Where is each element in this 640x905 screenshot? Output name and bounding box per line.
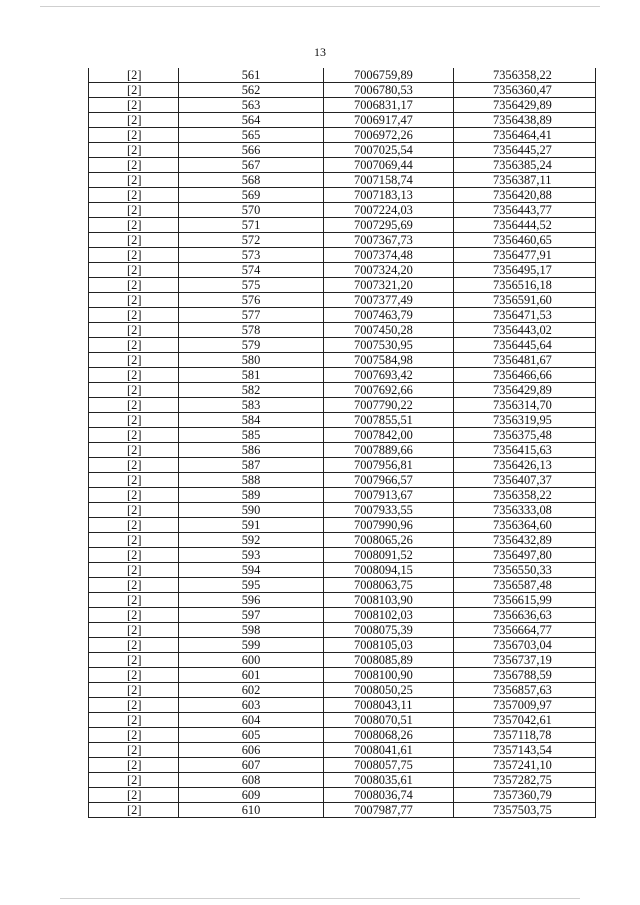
y-coordinate-cell: 7356385,24 <box>454 158 596 173</box>
y-coordinate-cell: 7356358,22 <box>454 488 596 503</box>
x-coordinate-cell: 7007183,13 <box>324 188 454 203</box>
y-coordinate-cell: 7356360,47 <box>454 83 596 98</box>
y-coordinate-cell: 7356387,11 <box>454 173 596 188</box>
table-row <box>89 503 596 518</box>
table-row <box>89 638 596 653</box>
y-coordinate-cell: 7356591,60 <box>454 293 596 308</box>
table-row <box>89 203 596 218</box>
table-row <box>89 233 596 248</box>
x-coordinate-cell: 7008050,25 <box>324 683 454 698</box>
x-coordinate-cell: 7007842,00 <box>324 428 454 443</box>
table-row <box>89 413 596 428</box>
source-ref-cell: [2] <box>89 788 179 803</box>
x-coordinate-cell: 7008065,26 <box>324 533 454 548</box>
table-row <box>89 383 596 398</box>
source-ref-cell: [2] <box>89 68 179 83</box>
y-coordinate-cell: 7357282,75 <box>454 773 596 788</box>
table-row <box>89 773 596 788</box>
source-ref-cell: [2] <box>89 503 179 518</box>
table-row <box>89 278 596 293</box>
source-ref-cell: [2] <box>89 158 179 173</box>
table-row <box>89 668 596 683</box>
point-number-cell: 586 <box>179 443 324 458</box>
y-coordinate-cell: 7356615,99 <box>454 593 596 608</box>
x-coordinate-cell: 7007069,44 <box>324 158 454 173</box>
point-number-cell: 584 <box>179 413 324 428</box>
y-coordinate-cell: 7356497,80 <box>454 548 596 563</box>
y-coordinate-cell: 7356333,08 <box>454 503 596 518</box>
source-ref-cell: [2] <box>89 773 179 788</box>
source-ref-cell: [2] <box>89 608 179 623</box>
y-coordinate-cell: 7356314,70 <box>454 398 596 413</box>
point-number-cell: 595 <box>179 578 324 593</box>
x-coordinate-cell: 7007321,20 <box>324 278 454 293</box>
x-coordinate-cell: 7007374,48 <box>324 248 454 263</box>
table-row <box>89 458 596 473</box>
source-ref-cell: [2] <box>89 188 179 203</box>
x-coordinate-cell: 7007889,66 <box>324 443 454 458</box>
x-coordinate-cell: 7007990,96 <box>324 518 454 533</box>
point-number-cell: 575 <box>179 278 324 293</box>
y-coordinate-cell: 7356407,37 <box>454 473 596 488</box>
x-coordinate-cell: 7008070,51 <box>324 713 454 728</box>
point-number-cell: 576 <box>179 293 324 308</box>
point-number-cell: 573 <box>179 248 324 263</box>
point-number-cell: 579 <box>179 338 324 353</box>
table-row <box>89 533 596 548</box>
table-row <box>89 728 596 743</box>
source-ref-cell: [2] <box>89 143 179 158</box>
x-coordinate-cell: 7007692,66 <box>324 383 454 398</box>
point-number-cell: 592 <box>179 533 324 548</box>
coordinates-table <box>88 68 596 818</box>
y-coordinate-cell: 7356364,60 <box>454 518 596 533</box>
y-coordinate-cell: 7357118,78 <box>454 728 596 743</box>
y-coordinate-cell: 7356477,91 <box>454 248 596 263</box>
source-ref-cell: [2] <box>89 578 179 593</box>
source-ref-cell: [2] <box>89 743 179 758</box>
source-ref-cell: [2] <box>89 128 179 143</box>
point-number-cell: 581 <box>179 368 324 383</box>
source-ref-cell: [2] <box>89 428 179 443</box>
source-ref-cell: [2] <box>89 98 179 113</box>
x-coordinate-cell: 7007158,74 <box>324 173 454 188</box>
x-coordinate-cell: 7007463,79 <box>324 308 454 323</box>
source-ref-cell: [2] <box>89 473 179 488</box>
page-number: 13 <box>314 45 326 59</box>
y-coordinate-cell: 7356438,89 <box>454 113 596 128</box>
x-coordinate-cell: 7007913,67 <box>324 488 454 503</box>
point-number-cell: 593 <box>179 548 324 563</box>
table-row <box>89 68 596 83</box>
y-coordinate-cell: 7356481,67 <box>454 353 596 368</box>
point-number-cell: 583 <box>179 398 324 413</box>
source-ref-cell: [2] <box>89 113 179 128</box>
x-coordinate-cell: 7007584,98 <box>324 353 454 368</box>
y-coordinate-cell: 7357241,10 <box>454 758 596 773</box>
source-ref-cell: [2] <box>89 233 179 248</box>
source-ref-cell: [2] <box>89 203 179 218</box>
point-number-cell: 563 <box>179 98 324 113</box>
point-number-cell: 571 <box>179 218 324 233</box>
y-coordinate-cell: 7356587,48 <box>454 578 596 593</box>
point-number-cell: 607 <box>179 758 324 773</box>
table-row <box>89 113 596 128</box>
y-coordinate-cell: 7356444,52 <box>454 218 596 233</box>
point-number-cell: 594 <box>179 563 324 578</box>
point-number-cell: 601 <box>179 668 324 683</box>
source-ref-cell: [2] <box>89 698 179 713</box>
table-row <box>89 653 596 668</box>
x-coordinate-cell: 7006917,47 <box>324 113 454 128</box>
x-coordinate-cell: 7008057,75 <box>324 758 454 773</box>
x-coordinate-cell: 7007855,51 <box>324 413 454 428</box>
table-row <box>89 308 596 323</box>
point-number-cell: 590 <box>179 503 324 518</box>
point-number-cell: 609 <box>179 788 324 803</box>
point-number-cell: 602 <box>179 683 324 698</box>
y-coordinate-cell: 7356550,33 <box>454 563 596 578</box>
source-ref-cell: [2] <box>89 173 179 188</box>
y-coordinate-cell: 7356319,95 <box>454 413 596 428</box>
x-coordinate-cell: 7008103,90 <box>324 593 454 608</box>
point-number-cell: 577 <box>179 308 324 323</box>
table-row <box>89 563 596 578</box>
source-ref-cell: [2] <box>89 398 179 413</box>
y-coordinate-cell: 7356460,65 <box>454 233 596 248</box>
point-number-cell: 603 <box>179 698 324 713</box>
x-coordinate-cell: 7008035,61 <box>324 773 454 788</box>
y-coordinate-cell: 7356445,64 <box>454 338 596 353</box>
y-coordinate-cell: 7356445,27 <box>454 143 596 158</box>
table-row <box>89 698 596 713</box>
y-coordinate-cell: 7356415,63 <box>454 443 596 458</box>
table-row <box>89 83 596 98</box>
table-row <box>89 293 596 308</box>
y-coordinate-cell: 7357143,54 <box>454 743 596 758</box>
source-ref-cell: [2] <box>89 638 179 653</box>
source-ref-cell: [2] <box>89 248 179 263</box>
table-row <box>89 623 596 638</box>
point-number-cell: 578 <box>179 323 324 338</box>
y-coordinate-cell: 7356703,04 <box>454 638 596 653</box>
x-coordinate-cell: 7008105,03 <box>324 638 454 653</box>
y-coordinate-cell: 7356429,89 <box>454 98 596 113</box>
point-number-cell: 566 <box>179 143 324 158</box>
table-row <box>89 488 596 503</box>
x-coordinate-cell: 7008063,75 <box>324 578 454 593</box>
y-coordinate-cell: 7356516,18 <box>454 278 596 293</box>
table-row <box>89 218 596 233</box>
point-number-cell: 580 <box>179 353 324 368</box>
table-row <box>89 323 596 338</box>
x-coordinate-cell: 7008043,11 <box>324 698 454 713</box>
point-number-cell: 588 <box>179 473 324 488</box>
table-row <box>89 788 596 803</box>
source-ref-cell: [2] <box>89 458 179 473</box>
source-ref-cell: [2] <box>89 548 179 563</box>
point-number-cell: 605 <box>179 728 324 743</box>
table-row <box>89 518 596 533</box>
y-coordinate-cell: 7356471,53 <box>454 308 596 323</box>
y-coordinate-cell: 7356443,77 <box>454 203 596 218</box>
table-row <box>89 803 596 818</box>
point-number-cell: 568 <box>179 173 324 188</box>
source-ref-cell: [2] <box>89 263 179 278</box>
source-ref-cell: [2] <box>89 308 179 323</box>
source-ref-cell: [2] <box>89 518 179 533</box>
table-row <box>89 173 596 188</box>
source-ref-cell: [2] <box>89 533 179 548</box>
x-coordinate-cell: 7007956,81 <box>324 458 454 473</box>
source-ref-cell: [2] <box>89 353 179 368</box>
x-coordinate-cell: 7008100,90 <box>324 668 454 683</box>
point-number-cell: 591 <box>179 518 324 533</box>
table-row <box>89 593 596 608</box>
point-number-cell: 585 <box>179 428 324 443</box>
point-number-cell: 587 <box>179 458 324 473</box>
table-row <box>89 188 596 203</box>
y-coordinate-cell: 7356443,02 <box>454 323 596 338</box>
source-ref-cell: [2] <box>89 623 179 638</box>
point-number-cell: 604 <box>179 713 324 728</box>
x-coordinate-cell: 7007987,77 <box>324 803 454 818</box>
point-number-cell: 597 <box>179 608 324 623</box>
table-row <box>89 338 596 353</box>
y-coordinate-cell: 7356636,63 <box>454 608 596 623</box>
x-coordinate-cell: 7008068,26 <box>324 728 454 743</box>
point-number-cell: 564 <box>179 113 324 128</box>
x-coordinate-cell: 7006780,53 <box>324 83 454 98</box>
source-ref-cell: [2] <box>89 413 179 428</box>
y-coordinate-cell: 7356429,89 <box>454 383 596 398</box>
x-coordinate-cell: 7007367,73 <box>324 233 454 248</box>
source-ref-cell: [2] <box>89 278 179 293</box>
point-number-cell: 596 <box>179 593 324 608</box>
source-ref-cell: [2] <box>89 338 179 353</box>
x-coordinate-cell: 7007377,49 <box>324 293 454 308</box>
source-ref-cell: [2] <box>89 683 179 698</box>
bottom-scan-rule <box>60 898 580 899</box>
y-coordinate-cell: 7356466,66 <box>454 368 596 383</box>
point-number-cell: 565 <box>179 128 324 143</box>
source-ref-cell: [2] <box>89 593 179 608</box>
x-coordinate-cell: 7006759,89 <box>324 68 454 83</box>
y-coordinate-cell: 7356432,89 <box>454 533 596 548</box>
y-coordinate-cell: 7357360,79 <box>454 788 596 803</box>
table-row <box>89 128 596 143</box>
x-coordinate-cell: 7008075,39 <box>324 623 454 638</box>
source-ref-cell: [2] <box>89 728 179 743</box>
table-row <box>89 398 596 413</box>
x-coordinate-cell: 7007966,57 <box>324 473 454 488</box>
point-number-cell: 582 <box>179 383 324 398</box>
y-coordinate-cell: 7356737,19 <box>454 653 596 668</box>
point-number-cell: 567 <box>179 158 324 173</box>
source-ref-cell: [2] <box>89 218 179 233</box>
y-coordinate-cell: 7356857,63 <box>454 683 596 698</box>
point-number-cell: 572 <box>179 233 324 248</box>
point-number-cell: 570 <box>179 203 324 218</box>
point-number-cell: 569 <box>179 188 324 203</box>
x-coordinate-cell: 7006972,26 <box>324 128 454 143</box>
table-row <box>89 548 596 563</box>
table-row <box>89 473 596 488</box>
point-number-cell: 610 <box>179 803 324 818</box>
source-ref-cell: [2] <box>89 83 179 98</box>
point-number-cell: 598 <box>179 623 324 638</box>
table-row <box>89 143 596 158</box>
x-coordinate-cell: 7008085,89 <box>324 653 454 668</box>
point-number-cell: 574 <box>179 263 324 278</box>
y-coordinate-cell: 7356464,41 <box>454 128 596 143</box>
source-ref-cell: [2] <box>89 713 179 728</box>
table-row <box>89 368 596 383</box>
point-number-cell: 608 <box>179 773 324 788</box>
y-coordinate-cell: 7356664,77 <box>454 623 596 638</box>
x-coordinate-cell: 7008091,52 <box>324 548 454 563</box>
source-ref-cell: [2] <box>89 368 179 383</box>
x-coordinate-cell: 7008041,61 <box>324 743 454 758</box>
y-coordinate-cell: 7356426,13 <box>454 458 596 473</box>
table-row <box>89 608 596 623</box>
y-coordinate-cell: 7356375,48 <box>454 428 596 443</box>
table-row <box>89 248 596 263</box>
source-ref-cell: [2] <box>89 803 179 818</box>
table-row <box>89 743 596 758</box>
x-coordinate-cell: 7007295,69 <box>324 218 454 233</box>
table-row <box>89 263 596 278</box>
table-row <box>89 443 596 458</box>
x-coordinate-cell: 7008102,03 <box>324 608 454 623</box>
y-coordinate-cell: 7356495,17 <box>454 263 596 278</box>
y-coordinate-cell: 7357009,97 <box>454 698 596 713</box>
table-row <box>89 98 596 113</box>
source-ref-cell: [2] <box>89 488 179 503</box>
x-coordinate-cell: 7007324,20 <box>324 263 454 278</box>
top-scan-rule <box>40 6 600 7</box>
source-ref-cell: [2] <box>89 668 179 683</box>
x-coordinate-cell: 7007933,55 <box>324 503 454 518</box>
point-number-cell: 600 <box>179 653 324 668</box>
source-ref-cell: [2] <box>89 653 179 668</box>
x-coordinate-cell: 7007790,22 <box>324 398 454 413</box>
source-ref-cell: [2] <box>89 563 179 578</box>
source-ref-cell: [2] <box>89 383 179 398</box>
point-number-cell: 562 <box>179 83 324 98</box>
table-row <box>89 158 596 173</box>
y-coordinate-cell: 7357042,61 <box>454 713 596 728</box>
table-row <box>89 758 596 773</box>
point-number-cell: 561 <box>179 68 324 83</box>
table-row <box>89 683 596 698</box>
source-ref-cell: [2] <box>89 293 179 308</box>
x-coordinate-cell: 7007224,03 <box>324 203 454 218</box>
point-number-cell: 589 <box>179 488 324 503</box>
x-coordinate-cell: 7008036,74 <box>324 788 454 803</box>
x-coordinate-cell: 7007693,42 <box>324 368 454 383</box>
table-row <box>89 353 596 368</box>
x-coordinate-cell: 7008094,15 <box>324 563 454 578</box>
x-coordinate-cell: 7007025,54 <box>324 143 454 158</box>
source-ref-cell: [2] <box>89 443 179 458</box>
y-coordinate-cell: 7356358,22 <box>454 68 596 83</box>
y-coordinate-cell: 7356788,59 <box>454 668 596 683</box>
x-coordinate-cell: 7006831,17 <box>324 98 454 113</box>
source-ref-cell: [2] <box>89 323 179 338</box>
y-coordinate-cell: 7356420,88 <box>454 188 596 203</box>
table-row <box>89 578 596 593</box>
x-coordinate-cell: 7007450,28 <box>324 323 454 338</box>
point-number-cell: 599 <box>179 638 324 653</box>
y-coordinate-cell: 7357503,75 <box>454 803 596 818</box>
coordinates-table-body <box>89 68 596 818</box>
x-coordinate-cell: 7007530,95 <box>324 338 454 353</box>
point-number-cell: 606 <box>179 743 324 758</box>
table-row <box>89 713 596 728</box>
table-row <box>89 428 596 443</box>
source-ref-cell: [2] <box>89 758 179 773</box>
